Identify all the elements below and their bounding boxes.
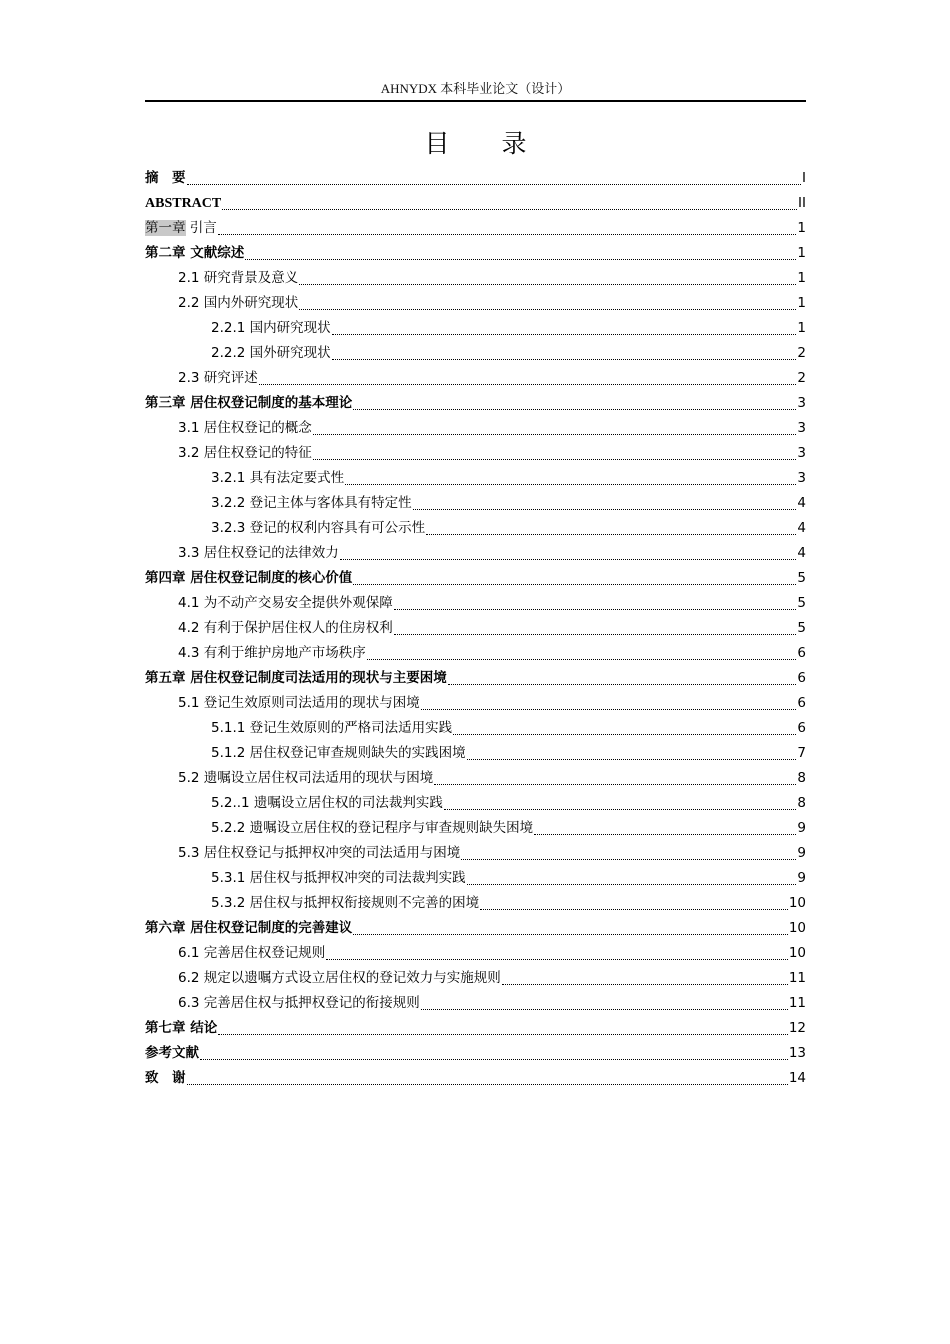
toc-entry[interactable] <box>145 266 806 291</box>
toc-entry-title: 致 谢 <box>145 1070 186 1086</box>
toc-entry[interactable] <box>145 1016 806 1041</box>
toc-entry[interactable] <box>145 216 806 241</box>
toc-entry[interactable] <box>145 291 806 316</box>
toc-page-number: 9 <box>797 845 806 861</box>
toc-page-number: 9 <box>797 870 806 886</box>
toc-entry[interactable] <box>145 941 806 966</box>
toc-page-number: 1 <box>797 270 806 286</box>
toc-entry[interactable] <box>145 841 806 866</box>
dot-leader <box>467 758 797 760</box>
toc-entry[interactable] <box>145 716 806 741</box>
toc-page-number: 2 <box>797 345 806 361</box>
toc-entry[interactable] <box>145 641 806 666</box>
toc-entry[interactable] <box>145 691 806 716</box>
toc-page-number: 1 <box>797 245 806 261</box>
toc-page-number: 10 <box>788 895 806 911</box>
dot-leader <box>353 933 788 935</box>
toc-entry-title: 4.1 为不动产交易安全提供外观保障 <box>178 595 393 611</box>
toc-page-number: 3 <box>797 445 806 461</box>
dot-leader <box>299 308 796 310</box>
toc-entry-title: 6.2 规定以遗嘱方式设立居住权的登记效力与实施规则 <box>178 970 501 986</box>
page-header: AHNYDX 本科毕业论文（设计） <box>380 81 571 96</box>
dot-leader <box>461 858 796 860</box>
toc-entry[interactable] <box>145 516 806 541</box>
toc-page-number: 4 <box>797 545 806 561</box>
toc-page-number: 9 <box>797 820 806 836</box>
dot-leader <box>413 508 797 510</box>
toc-entry[interactable] <box>145 166 806 191</box>
toc-entry[interactable] <box>145 791 806 816</box>
dot-leader <box>187 183 802 185</box>
toc-page-number: 6 <box>797 695 806 711</box>
toc-page-number: 5 <box>797 570 806 586</box>
toc-page-number: 6 <box>797 645 806 661</box>
toc-page-number: 8 <box>797 795 806 811</box>
dot-leader <box>421 708 797 710</box>
dot-leader <box>345 483 796 485</box>
dot-leader <box>480 908 788 910</box>
dot-leader <box>534 833 796 835</box>
toc-entry-title <box>145 216 217 241</box>
toc-page-number: 13 <box>788 1045 806 1061</box>
toc-page-number: 7 <box>797 745 806 761</box>
toc-entry[interactable] <box>145 966 806 991</box>
toc-page-number: 11 <box>788 995 806 1011</box>
toc-entry[interactable] <box>145 441 806 466</box>
header-rule <box>145 100 806 102</box>
toc-page-number: 3 <box>797 470 806 486</box>
toc-entry-title: 第六章 居住权登记制度的完善建议 <box>145 920 353 936</box>
toc-page-number: 10 <box>788 945 806 961</box>
toc-entry[interactable] <box>145 1066 806 1091</box>
toc-entry-title: 摘 要 <box>145 170 186 186</box>
toc-entry-title: 5.2 遗嘱设立居住权司法适用的现状与困境 <box>178 770 434 786</box>
toc-entry[interactable] <box>145 341 806 366</box>
toc-entry-title: 2.1 研究背景及意义 <box>178 270 299 286</box>
toc-entry-title: 参考文献 <box>145 1045 199 1061</box>
toc-entry-title: 5.3 居住权登记与抵押权冲突的司法适用与困境 <box>178 845 461 861</box>
toc-entry[interactable] <box>145 891 806 916</box>
toc-entry-title: 5.1.1 登记生效原则的严格司法适用实践 <box>211 720 453 736</box>
toc-entry-title: 5.3.2 居住权与抵押权衔接规则不完善的困境 <box>211 895 480 911</box>
toc-entry-title: 3.2.1 具有法定要式性 <box>211 470 345 486</box>
dot-leader <box>313 433 797 435</box>
toc-page-number: 1 <box>797 220 806 236</box>
toc-page-number: 5 <box>797 620 806 636</box>
dot-leader <box>332 358 797 360</box>
dot-leader <box>245 258 796 260</box>
toc-entry-title: 3.1 居住权登记的概念 <box>178 420 312 436</box>
toc-entry-title: 4.2 有利于保护居住权人的住房权利 <box>178 620 393 636</box>
toc-page-number: 6 <box>797 720 806 736</box>
toc-entry[interactable] <box>145 766 806 791</box>
dot-leader <box>200 1058 788 1060</box>
dot-leader <box>467 883 797 885</box>
toc-entry-title: 2.2 国内外研究现状 <box>178 295 299 311</box>
dot-leader <box>421 1008 788 1010</box>
toc-page-number: 8 <box>797 770 806 786</box>
toc-entry-title: 5.2..1 遗嘱设立居住权的司法裁判实践 <box>211 795 443 811</box>
toc-entry-title: 2.2.1 国内研究现状 <box>211 320 331 336</box>
toc-entry-title-rest: 引言 <box>185 220 217 236</box>
toc-entry-title: ABSTRACT <box>145 196 222 211</box>
toc-page-number: 1 <box>797 320 806 336</box>
toc-entry[interactable] <box>145 191 806 216</box>
toc-entry[interactable] <box>145 991 806 1016</box>
dot-leader <box>299 283 796 285</box>
toc-entry[interactable] <box>145 866 806 891</box>
dot-leader <box>502 983 788 985</box>
dot-leader <box>426 533 796 535</box>
dot-leader <box>448 683 797 685</box>
dot-leader <box>218 233 797 235</box>
toc-entry[interactable] <box>145 741 806 766</box>
toc-entry-title: 3.2.3 登记的权利内容具有可公示性 <box>211 520 426 536</box>
toc-page-number: 10 <box>788 920 806 936</box>
toc-entry[interactable] <box>145 241 806 266</box>
dot-leader <box>353 408 796 410</box>
toc-entry[interactable] <box>145 366 806 391</box>
dot-leader <box>187 1083 788 1085</box>
toc-page-number: 3 <box>797 395 806 411</box>
toc-entry-title: 2.3 研究评述 <box>178 370 258 386</box>
toc-entry-title: 第四章 居住权登记制度的核心价值 <box>145 570 353 586</box>
toc-entry-title: 5.2.2 遗嘱设立居住权的登记程序与审查规则缺失困境 <box>211 820 534 836</box>
toc-entry[interactable] <box>145 591 806 616</box>
toc-entry-title: 6.3 完善居住权与抵押权登记的衔接规则 <box>178 995 420 1011</box>
dot-leader <box>313 458 797 460</box>
toc-entry-title: 第七章 结论 <box>145 1020 218 1036</box>
toc-entry[interactable] <box>145 916 806 941</box>
dot-leader <box>332 333 797 335</box>
toc-entry[interactable] <box>145 391 806 416</box>
toc-entry[interactable] <box>145 316 806 341</box>
toc-entry-title: 5.1.2 居住权登记审查规则缺失的实践困境 <box>211 745 466 761</box>
dot-leader <box>444 808 796 810</box>
dot-leader <box>394 608 797 610</box>
toc-entry-title: 4.3 有利于维护房地产市场秩序 <box>178 645 366 661</box>
toc-entry[interactable] <box>145 816 806 841</box>
toc-entry-title: 3.3 居住权登记的法律效力 <box>178 545 339 561</box>
toc-page-number: II <box>798 195 806 211</box>
toc-page-number: I <box>802 170 806 186</box>
toc-page-number: 2 <box>797 370 806 386</box>
toc-entry[interactable] <box>145 1041 806 1066</box>
dot-leader <box>367 658 797 660</box>
toc-page-number: 1 <box>797 295 806 311</box>
toc-entry[interactable] <box>145 466 806 491</box>
dot-leader <box>326 958 788 960</box>
toc-page-number: 4 <box>797 495 806 511</box>
toc-entry[interactable] <box>145 616 806 641</box>
toc-entry-title: 第五章 居住权登记制度司法适用的现状与主要困境 <box>145 670 447 686</box>
dot-leader <box>340 558 797 560</box>
toc-page-number: 6 <box>797 670 806 686</box>
dot-leader <box>259 383 797 385</box>
toc-entry-title: 第二章 文献综述 <box>145 245 245 261</box>
toc-entry[interactable] <box>145 566 806 591</box>
toc-entry[interactable] <box>145 666 806 691</box>
highlighted-text: 第一章 <box>145 220 186 236</box>
toc-page-number: 11 <box>788 970 806 986</box>
toc-page-number: 4 <box>797 520 806 536</box>
dot-leader <box>434 783 796 785</box>
toc-entry-title: 3.2 居住权登记的特征 <box>178 445 312 461</box>
toc-entry-title: 5.3.1 居住权与抵押权冲突的司法裁判实践 <box>211 870 466 886</box>
toc-entry-title: 2.2.2 国外研究现状 <box>211 345 331 361</box>
table-of-contents <box>145 166 806 1091</box>
toc-entry-title: 6.1 完善居住权登记规则 <box>178 945 326 961</box>
dot-leader <box>353 583 796 585</box>
toc-page-number: 14 <box>788 1070 806 1086</box>
dot-leader <box>453 733 796 735</box>
dot-leader <box>222 208 797 210</box>
dot-leader <box>218 1033 788 1035</box>
toc-entry[interactable] <box>145 491 806 516</box>
toc-page-number: 5 <box>797 595 806 611</box>
toc-entry-title: 5.1 登记生效原则司法适用的现状与困境 <box>178 695 420 711</box>
toc-entry[interactable] <box>145 541 806 566</box>
toc-title: 目 录 <box>424 129 549 158</box>
toc-page-number: 3 <box>797 420 806 436</box>
toc-entry[interactable] <box>145 416 806 441</box>
toc-page-number: 12 <box>788 1020 806 1036</box>
toc-entry-title: 第三章 居住权登记制度的基本理论 <box>145 395 353 411</box>
toc-entry-title: 3.2.2 登记主体与客体具有特定性 <box>211 495 412 511</box>
dot-leader <box>394 633 797 635</box>
